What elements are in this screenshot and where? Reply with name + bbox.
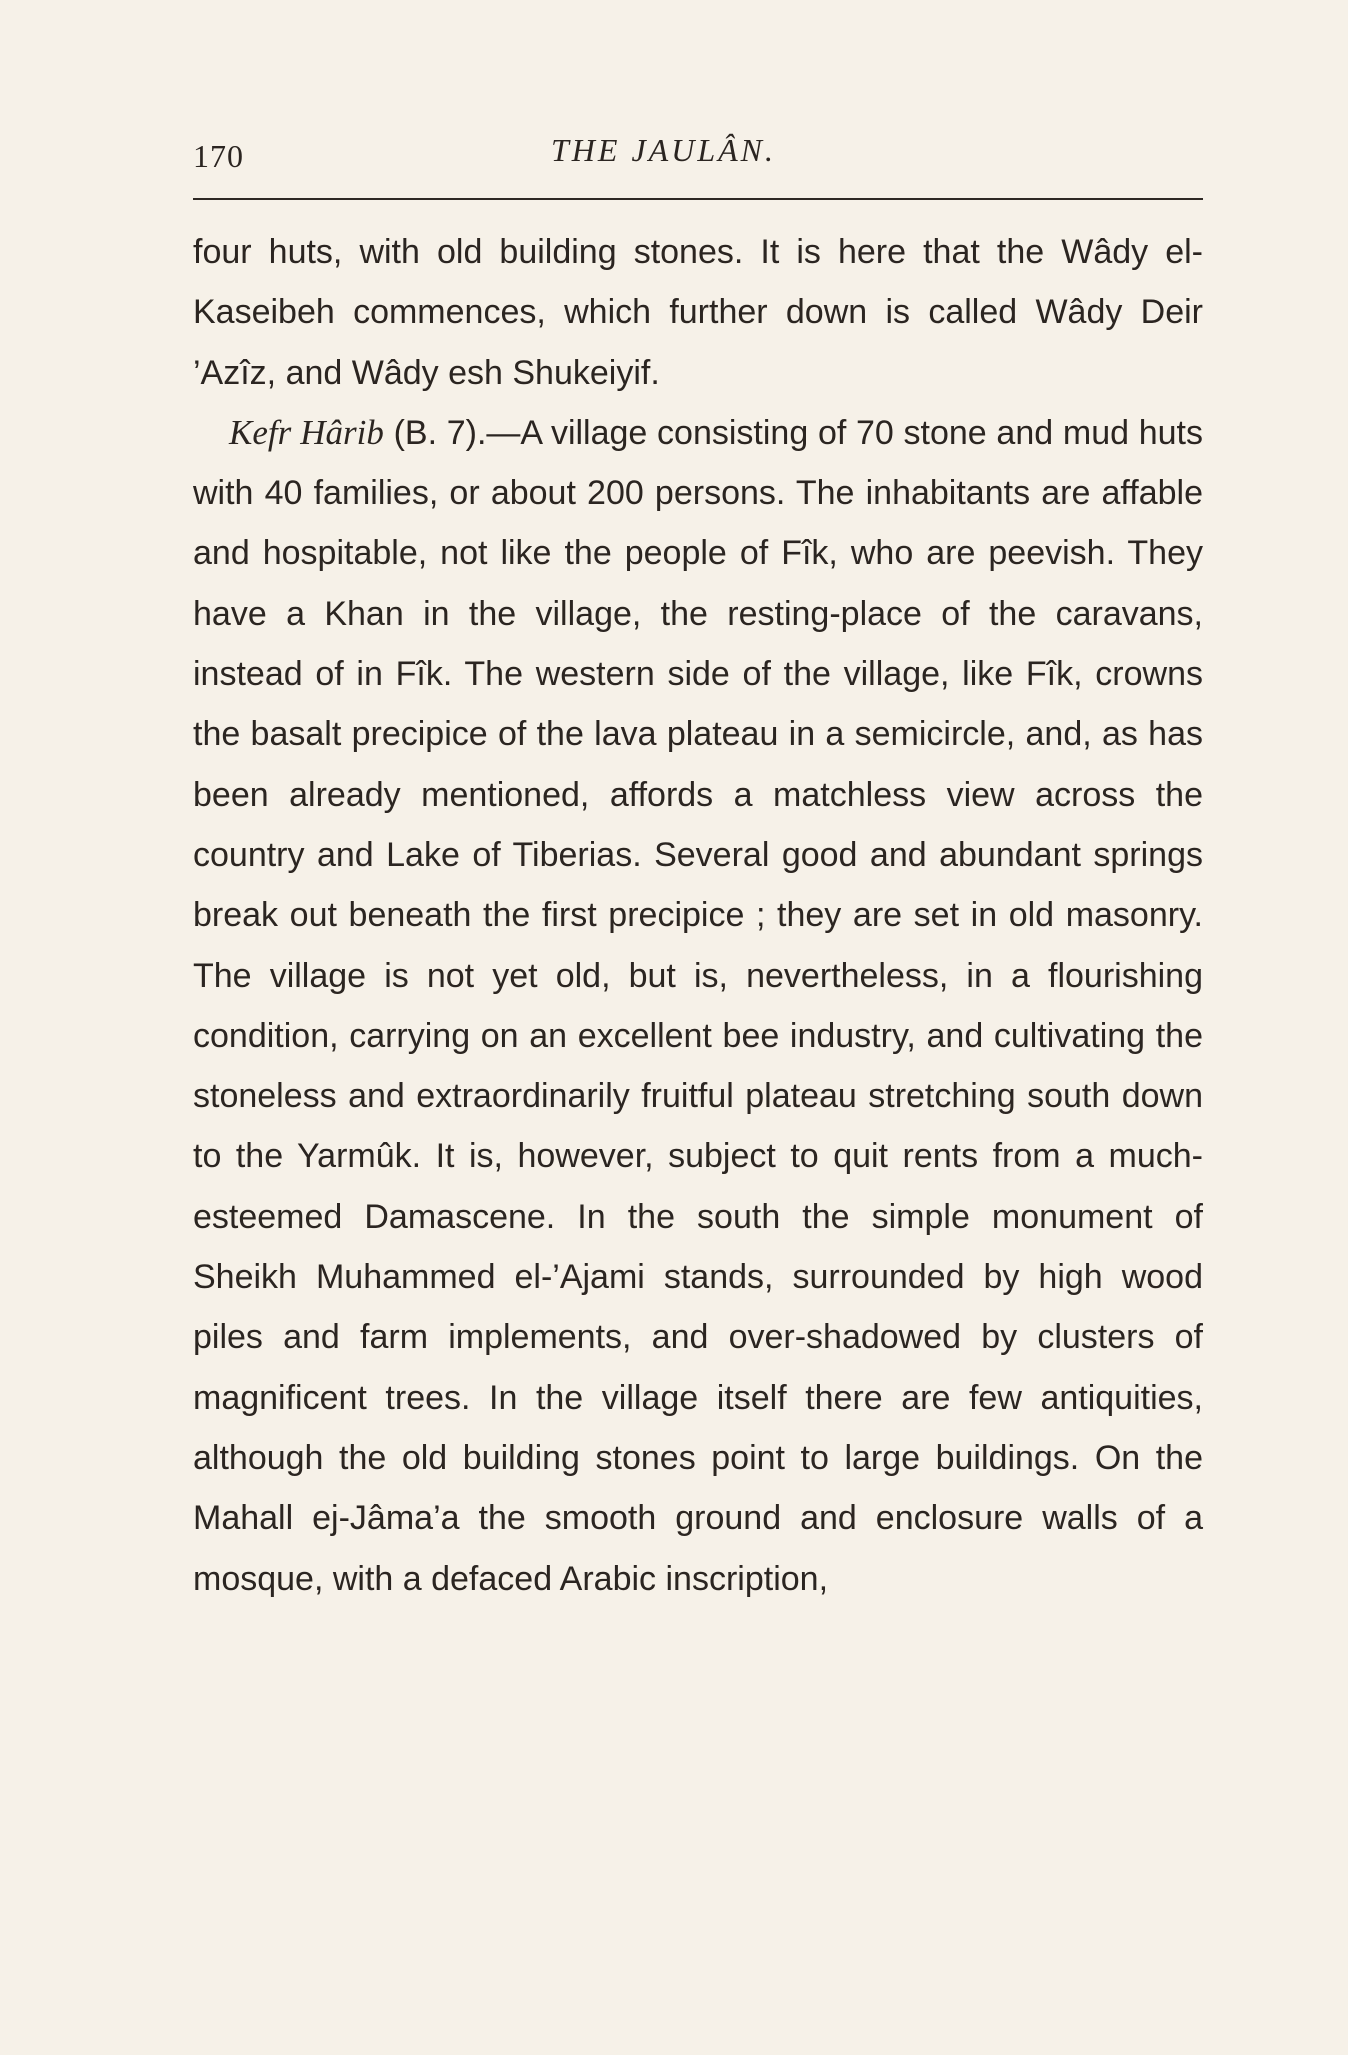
running-head (193, 132, 1203, 180)
body-text (193, 222, 1203, 1609)
running-title: THE JAULÂN. (551, 132, 776, 168)
entry-title: Kefr Hârib (229, 412, 384, 452)
paragraph-kefr-harib-text: (B. 7).—A village consisting of 70 stone and mud huts with 40 families, or about 200 persons. The inhabitants are affable and hospitable, not like the people of Fîk, who are peevish. They have a Khan in the village, the resting-place of the caravans, instead of in Fîk. The western side of the village, like Fîk, crowns the basalt precipice of the lava plateau in a semicircle, and, as has been already mentioned, affords a matchless view across the country and Lake of Tiberias. Several good and abundant springs break out beneath the first precipice ; they are set in old masonry. The village is not yet old, but is, nevertheless, in a flourishing condition, carrying on an excellent bee industry, and cultivating the stoneless and extraordinarily fruitful plateau stretching south down to the Yarmûk. It is, however, subject to quit rents from a much-esteemed Damascene. In the south the simple monument of Sheikh Muhammed el-’Ajami stands, surrounded by high wood piles and farm implements, and over-shadowed by clusters of magnificent trees. In the village itself there are few antiquities, although the old building stones point to large buildings. On the Mahall ej-Jâma’a the smooth ground and enclosure walls of a mosque, with a defaced Arabic inscription, (193, 413, 1203, 1598)
page-number: 170 (193, 138, 244, 174)
paragraph-continuation: four huts, with old building stones. It is here that the Wâdy el-Kaseibeh commences, which further down is called Wâdy Deir ’Azîz, and Wâdy esh Shukeiyif. (193, 233, 1203, 392)
header-rule (193, 198, 1203, 200)
paragraph-kefr-harib (193, 403, 1203, 1609)
